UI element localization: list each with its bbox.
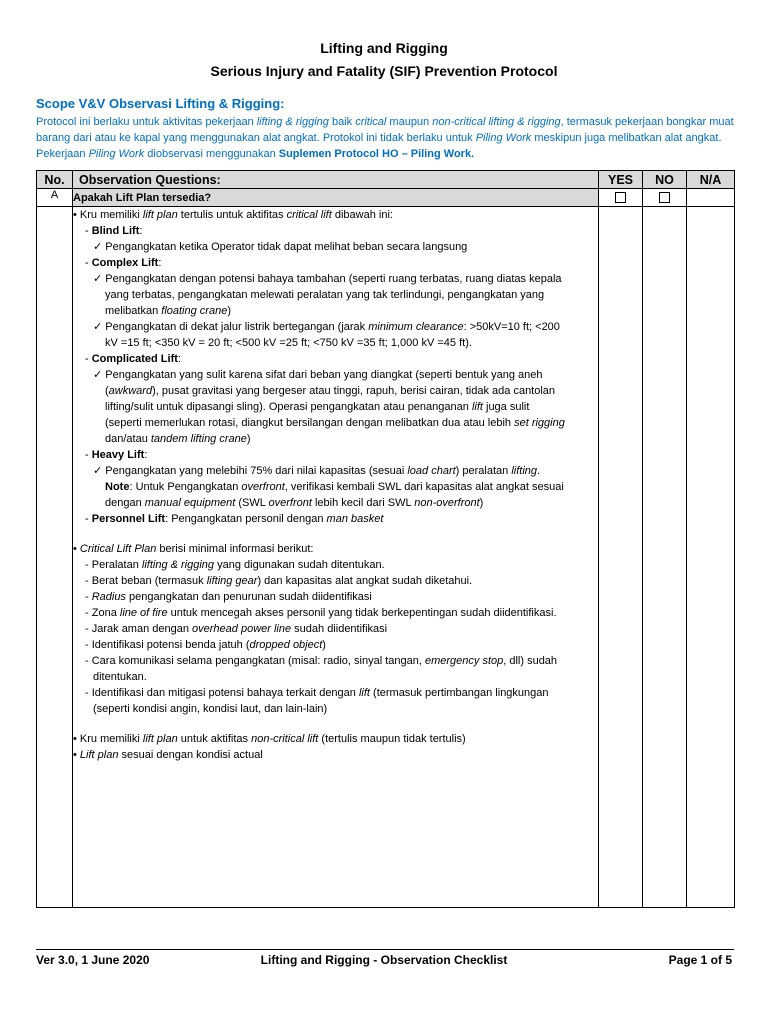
scope-text: baik <box>328 116 356 128</box>
no-answer-area[interactable] <box>643 207 687 908</box>
question-text: Apakah Lift Plan tersedia? <box>73 189 599 207</box>
scope-heading: Scope V&V Observasi Lifting & Rigging: <box>36 96 285 111</box>
dash-line: - Heavy Lift: <box>85 449 148 461</box>
bullet-icon: • <box>73 543 80 555</box>
detail-text: berisi minimal informasi berikut: <box>156 543 314 555</box>
dash-line: - Peralatan lifting & rigging yang digunakan sudah ditentukan. <box>85 559 385 571</box>
scope-text: Suplemen Protocol HO – Piling Work. <box>278 148 475 160</box>
check-icon: ✓ <box>93 369 103 381</box>
yes-answer-area[interactable] <box>599 207 643 908</box>
detail-text: Complicated Lift <box>91 353 178 365</box>
footer-version: Ver 3.0, 1 June 2020 <box>36 953 150 967</box>
detail-text: lifting gear <box>206 575 258 587</box>
detail-text: Identifikasi dan mitigasi potensi bahaya terkait dengan <box>91 687 359 699</box>
dash-line: - Blind Lift: <box>85 225 143 237</box>
scope-paragraph <box>36 114 736 162</box>
wrap-line: (seperti kondisi angin, kondisi laut, dan lain-lain) <box>93 703 328 715</box>
detail-text: Lift plan <box>79 749 119 761</box>
check-icon: ✓ <box>93 273 103 285</box>
check-icon: ✓ <box>93 241 103 253</box>
scope-text: critical <box>355 116 387 128</box>
detail-text: Kru memiliki <box>79 733 143 745</box>
bullet-line <box>73 731 598 747</box>
spacer <box>73 527 598 541</box>
row-code: A <box>37 189 73 207</box>
detail-text: man basket <box>326 513 384 525</box>
wrap-line <box>73 303 598 319</box>
document-title: Lifting and Rigging <box>320 40 448 56</box>
detail-text: ) <box>227 305 231 317</box>
wrap-line: yang terbatas, pengangkatan melewati peralatan yang tak terlindungi, pengangkatan yang <box>105 289 545 301</box>
detail-text: (termasuk pertimbangan lingkungan <box>369 687 549 699</box>
dash-line: - Cara komunikasi selama pengangkatan (misal: radio, sinyal tangan, emergency stop, dll) sudah <box>85 655 558 667</box>
detail-text: untuk aktifitas <box>177 733 252 745</box>
yes-cell[interactable] <box>599 189 643 207</box>
detail-text: set rigging <box>514 417 565 429</box>
check-icon: ✓ <box>93 465 103 477</box>
detail-text: (SWL <box>235 497 269 509</box>
detail-text: non-critical lift <box>251 733 319 745</box>
detail-text: untuk mencegah akses personil yang tidak berkepentingan sudah diidentifikasi. <box>167 607 557 619</box>
detail-text: Heavy Lift <box>91 449 145 461</box>
document-subtitle: Serious Injury and Fatality (SIF) Prevention Protocol <box>210 63 558 79</box>
detail-text: dibawah ini: <box>331 209 393 221</box>
detail-text: lifting <box>511 465 538 477</box>
detail-text: Pengangkatan yang melebihi 75% dari nilai kapasitas (sesuai <box>105 465 408 477</box>
header-yes: YES <box>599 171 643 189</box>
detail-text: Complex Lift <box>91 257 159 269</box>
bullet-line <box>73 541 598 557</box>
table-row <box>37 189 735 207</box>
detail-text: overfront <box>268 497 312 509</box>
wrap-line <box>73 479 598 495</box>
detail-text: : >50kV=10 ft; <200 <box>463 321 560 333</box>
scope-text: Protocol ini berlaku untuk aktivitas pekerjaan <box>36 116 257 128</box>
table-row <box>37 207 735 908</box>
detail-text: lift <box>358 687 370 699</box>
detail-text: sudah diidentifikasi <box>291 623 388 635</box>
check-line <box>73 319 598 335</box>
detail-text: ) <box>322 639 326 651</box>
detail-text: Cara komunikasi selama pengangkatan (misal: radio, sinyal tangan, <box>91 655 425 667</box>
footer-doc-title: Lifting and Rigging - Observation Checklist <box>260 953 508 967</box>
detail-text: awkward <box>108 385 153 397</box>
detail-text: ) <box>246 433 251 445</box>
dash-line: - Personnel Lift: Pengangkatan personil dengan man basket <box>85 513 384 525</box>
check-line <box>73 367 598 383</box>
detail-text: load chart <box>407 465 456 477</box>
dash-line: - Radius pengangkatan dan penurunan sudah diidentifikasi <box>85 591 372 603</box>
detail-text: emergency stop <box>424 655 504 667</box>
wrap-line <box>73 399 598 415</box>
scope-text: , termasuk pekerjaan <box>560 116 664 128</box>
wrap-line <box>73 383 598 399</box>
detail-text: pengangkatan dan penurunan sudah diidentifikasi <box>125 591 372 603</box>
bullet-icon: • <box>73 209 80 221</box>
detail-text: Personnel Lift <box>91 513 166 525</box>
scope-text: meskipun juga <box>531 132 606 144</box>
detail-text: ) <box>479 497 484 509</box>
wrap-line <box>73 495 598 511</box>
detail-text: line of fire <box>119 607 168 619</box>
wrap-line <box>73 415 598 431</box>
detail-text: Berat beban (termasuk <box>91 575 207 587</box>
dash-line: - Berat beban (termasuk lifting gear) dan kapasitas alat angkat sudah diketahui. <box>85 575 473 587</box>
check-icon: ✓ <box>93 321 103 333</box>
detail-text: yang digunakan sudah ditentukan. <box>214 559 385 571</box>
footer-divider <box>36 949 734 950</box>
no-cell[interactable] <box>643 189 687 207</box>
yes-checkbox[interactable] <box>615 192 626 203</box>
detail-text: ( <box>105 385 109 397</box>
dash-line: - Complicated Lift: <box>85 353 181 365</box>
detail-text: : Untuk Pengangkatan <box>129 481 242 493</box>
detail-text: : Pengangkatan personil dengan <box>165 513 327 525</box>
check-line <box>73 239 598 255</box>
dash-line: - Zona line of fire untuk mencegah akses personil yang tidak berkepentingan sudah diidentifikasi. <box>85 607 557 619</box>
bullet-icon: • <box>73 749 80 761</box>
detail-text: Critical Lift Plan <box>79 543 157 555</box>
detail-text: melibatkan <box>105 305 162 317</box>
row-code-empty <box>37 207 73 908</box>
detail-text: manual equipment <box>144 497 236 509</box>
table-header-row <box>37 171 735 189</box>
scope-text: Piling Work <box>88 148 145 160</box>
detail-text: dropped object <box>249 639 323 651</box>
detail-text: lebih kecil dari SWL <box>311 497 415 509</box>
detail-text: Pengangkatan di dekat jalur listrik bertegangan (jarak <box>105 321 369 333</box>
detail-text: Identifikasi potensi benda jatuh ( <box>91 639 250 651</box>
detail-text: Pengangkatan yang sulit karena sifat dari beban yang diangkat (seperti bentuk yang aneh <box>105 369 543 381</box>
detail-text: lift <box>471 401 483 413</box>
wrap-line: kV =15 ft; <350 kV = 20 ft; <500 kV =25 ft; <750 kV =35 ft; 1,000 kV =45 ft). <box>105 337 472 349</box>
header-no-answer: NO <box>643 171 687 189</box>
detail-text: Radius <box>91 591 126 603</box>
detail-text: juga sulit <box>482 401 530 413</box>
na-answer-area[interactable] <box>687 207 735 908</box>
detail-text: Kru memiliki <box>79 209 143 221</box>
detail-text: lifting & rigging <box>141 559 215 571</box>
detail-text: (tertulis maupun tidak tertulis) <box>318 733 466 745</box>
dash-line: - Identifikasi potensi benda jatuh (dropped object) <box>85 639 326 651</box>
detail-text: , dll) sudah <box>503 655 558 667</box>
detail-text: Blind Lift <box>91 225 140 237</box>
na-cell[interactable] <box>687 189 735 207</box>
detail-text: Pengangkatan dengan potensi bahaya tambahan (seperti ruang terbatas, ruang diatas kepala <box>105 273 562 285</box>
detail-text: lift plan <box>142 733 178 745</box>
detail-text: ), pusat gravitasi yang bergeser atau tinggi, rapuh, berisi cairan, tidak ada cantolan <box>152 385 556 397</box>
dash-line: - Identifikasi dan mitigasi potensi bahaya terkait dengan lift (termasuk pertimbangan lingkungan <box>85 687 549 699</box>
detail-text: . <box>537 465 541 477</box>
dash-line: - Complex Lift: <box>85 257 162 269</box>
detail-text: ) dan kapasitas alat angkat sudah diketahui. <box>257 575 473 587</box>
question-details <box>73 207 599 908</box>
scope-text: bongkar muat barang dari atau ke kapal yang menggunakan alat angkat. Protokol ini tidak berlaku untuk <box>36 116 734 144</box>
bullet-line <box>73 747 598 763</box>
scope-text: maupun <box>386 116 433 128</box>
detail-text: Zona <box>91 607 120 619</box>
scope-text: Piling Work <box>475 132 532 144</box>
no-checkbox[interactable] <box>659 192 670 203</box>
bullet-icon: • <box>73 733 80 745</box>
detail-text: ) peralatan <box>455 465 512 477</box>
check-line <box>73 463 598 479</box>
dash-line: - Jarak aman dengan overhead power line sudah diidentifikasi <box>85 623 388 635</box>
detail-text: Note <box>105 481 130 493</box>
detail-text: dengan <box>105 497 145 509</box>
detail-text: tertulis untuk aktifitas <box>177 209 287 221</box>
header-na: N/A <box>687 171 735 189</box>
bullet-line <box>73 207 598 223</box>
header-observation-questions: Observation Questions: <box>73 171 599 189</box>
wrap-line: ditentukan. <box>93 671 147 683</box>
detail-text: , verifikasi kembali SWL dari kapasitas alat angkat sesuai <box>284 481 564 493</box>
detail-text: dan/atau <box>105 433 151 445</box>
detail-text: tandem lifting crane <box>150 433 247 445</box>
detail-text: sesuai dengan kondisi actual <box>118 749 263 761</box>
scope-text: melibatkan alat angkat. Pekerjaan <box>36 132 722 160</box>
wrap-line <box>73 431 598 447</box>
header-no: No. <box>37 171 73 189</box>
scope-text: non-critical lifting & rigging <box>432 116 561 128</box>
detail-text: Pengangkatan ketika Operator tidak dapat melihat beban secara langsung <box>105 241 468 253</box>
scope-text: diobservasi menggunakan <box>144 148 279 160</box>
detail-text: minimum clearance <box>368 321 464 333</box>
scope-text: lifting & rigging <box>256 116 329 128</box>
spacer <box>73 717 598 731</box>
detail-text: non-overfront <box>414 497 480 509</box>
observation-table <box>36 170 735 908</box>
detail-text: lift plan <box>142 209 178 221</box>
detail-text: (seperti memerlukan rotasi, diangkut bersilangan dengan melibatkan dua atau lebih <box>105 417 515 429</box>
check-line <box>73 271 598 287</box>
detail-text: floating crane <box>161 305 228 317</box>
detail-text: Jarak aman dengan <box>91 623 193 635</box>
detail-text: Peralatan <box>91 559 142 571</box>
footer-page-number: Page 1 of 5 <box>668 953 732 967</box>
detail-text: lifting/sulit untuk dipasangi sling). Operasi pengangkatan atau penanganan <box>105 401 472 413</box>
detail-text: overfront <box>241 481 285 493</box>
detail-text: critical lift <box>286 209 332 221</box>
detail-text: overhead power line <box>192 623 292 635</box>
